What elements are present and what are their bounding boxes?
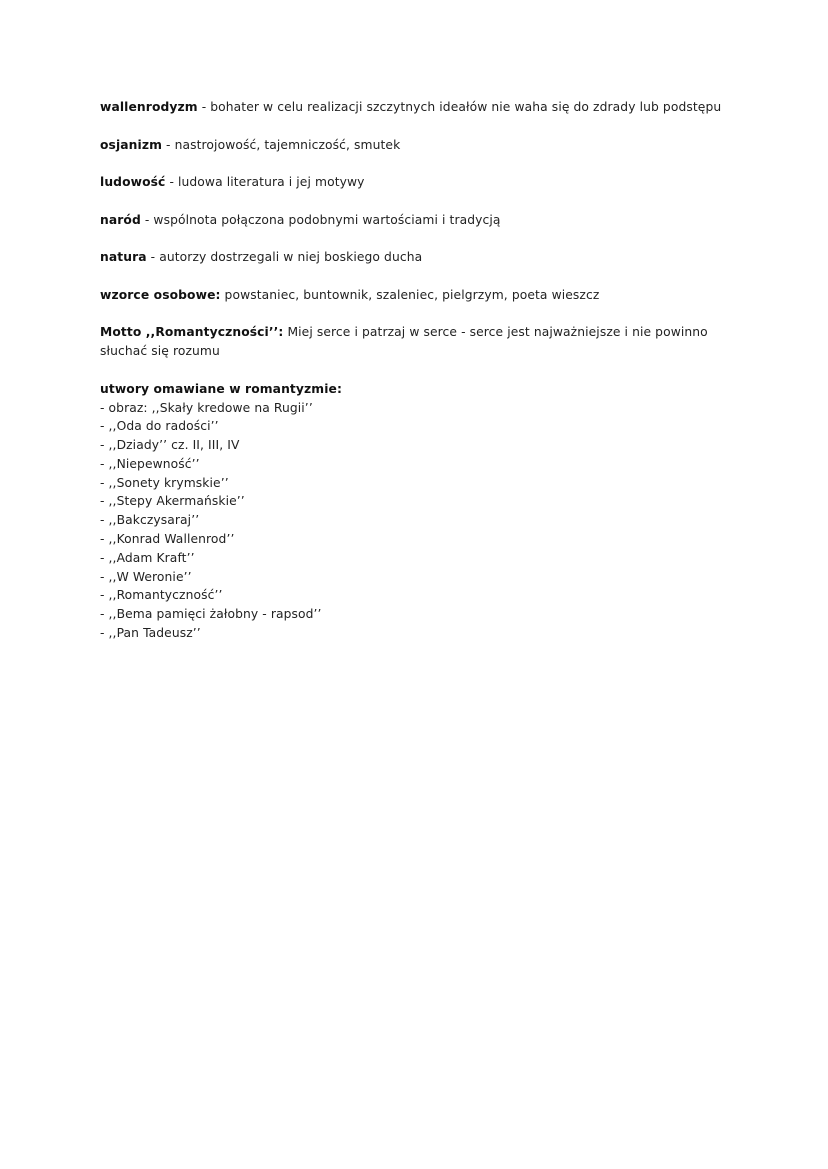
list-item: - ,,Konrad Wallenrod’’ [100, 532, 235, 547]
list-item: - ,,W Weronie’’ [100, 569, 192, 584]
works-heading: utwory omawiane w romantyzmie: [100, 381, 342, 396]
list-item: - ,,Sonety krymskie’’ [100, 475, 229, 490]
works-list [100, 399, 740, 643]
definition-term: Motto ,,Romantyczności’’: [100, 325, 284, 339]
works-section [100, 380, 740, 643]
definition-text: - bohater w celu realizacji szczytnych ideałów nie waha się do zdrady lub podstępu [197, 100, 722, 114]
definition-natura [100, 248, 740, 267]
list-item: - obraz: ,,Skały kredowe na Rugii’’ [100, 400, 313, 415]
definition-text: - wspólnota połączona podobnymi wartościami i tradycją [140, 212, 501, 227]
definition-wzorce-osobowe [100, 286, 740, 305]
definition-text: Miej serce i patrzaj w serce - serce jest najważniejsze i nie powinno słuchać się rozumu [100, 325, 708, 358]
list-item: - ,,Adam Kraft’’ [100, 550, 195, 565]
list-item: - ,,Niepewność’’ [100, 456, 200, 471]
definition-term: osjanizm [100, 137, 163, 152]
list-item: - ,,Oda do radości’’ [100, 419, 219, 434]
definition-motto [100, 323, 740, 361]
definition-term: wallenrodyzm [100, 100, 198, 114]
definition-term: ludowość [100, 175, 166, 189]
definition-text: - autorzy dostrzegali w niej boskiego ducha [146, 250, 423, 264]
definition-term: natura [100, 250, 147, 264]
list-item: - ,,Bakczysaraj’’ [100, 513, 200, 528]
list-item: - ,,Bema pamięci żałobny - rapsod’’ [100, 607, 322, 622]
definition-text: - nastrojowość, tajemniczość, smutek [162, 137, 401, 152]
document-page [100, 98, 740, 643]
definition-wallenrodyzm [100, 98, 740, 117]
definition-term: wzorce osobowe: [100, 287, 221, 302]
list-item: - ,,Pan Tadeusz’’ [100, 626, 201, 641]
definition-text: - ludowa literatura i jej motywy [165, 175, 365, 189]
definition-narod [100, 211, 740, 230]
definition-ludowosc [100, 173, 740, 192]
list-item: - ,,Dziady’’ cz. II, III, IV [100, 438, 240, 453]
definition-osjanizm [100, 136, 740, 155]
definition-text: powstaniec, buntownik, szaleniec, pielgrzym, poeta wieszcz [220, 287, 600, 302]
list-item: - ,,Romantyczność’’ [100, 588, 223, 603]
definition-term: naród [100, 212, 141, 227]
list-item: - ,,Stepy Akermańskie’’ [100, 494, 245, 509]
